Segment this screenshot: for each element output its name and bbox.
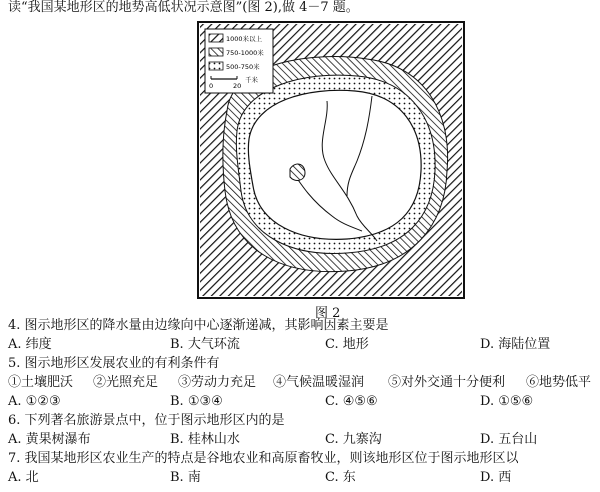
question-5-option-a[interactable]: A. ①②③ bbox=[8, 394, 61, 409]
question-5-condition-4: ④气候温暖湿润 bbox=[273, 375, 365, 390]
question-5-option-d[interactable]: D. ①⑤⑥ bbox=[480, 394, 534, 409]
question-5-option-b[interactable]: B. ①③④ bbox=[170, 394, 223, 409]
intro-text: 读“我国某地形区的地势高低状况示意图”(图 2),做 4－7 题。 bbox=[8, 0, 359, 15]
legend-item-2: 750-1000米 bbox=[226, 49, 264, 57]
scale-unit: 千米 bbox=[245, 76, 258, 84]
question-5-stem: 5. 图示地形区发展农业的有利条件有 bbox=[8, 356, 220, 371]
question-5-condition-2: ②光照充足 bbox=[93, 375, 159, 390]
question-5-condition-3: ③劳动力充足 bbox=[178, 375, 257, 390]
question-4-option-a[interactable]: A. 纬度 bbox=[8, 337, 52, 352]
question-7-stem: 7. 我国某地形区农业生产的特点是谷地农业和高原畜牧业，则该地形区位于图示地形区以 bbox=[8, 451, 519, 466]
question-5-condition-1: ①土壤肥沃 bbox=[8, 375, 74, 390]
question-6-option-d[interactable]: D. 五台山 bbox=[480, 432, 538, 447]
question-6-stem: 6. 下列著名旅游景点中，位于图示地形区内的是 bbox=[8, 413, 285, 428]
question-7-option-d[interactable]: D. 西 bbox=[480, 470, 512, 485]
question-4-stem: 4. 图示地形区的降水量由边缘向中心逐渐递减，其影响因素主要是 bbox=[8, 318, 389, 333]
figure-caption: 图 2 bbox=[315, 306, 341, 321]
question-4-option-b[interactable]: B. 大气环流 bbox=[170, 337, 240, 352]
question-6-option-c[interactable]: C. 九寨沟 bbox=[325, 432, 382, 447]
question-5-condition-5: ⑤对外交通十分便利 bbox=[388, 375, 506, 390]
question-4-option-c[interactable]: C. 地形 bbox=[325, 337, 369, 352]
question-7-option-b[interactable]: B. 南 bbox=[170, 470, 201, 485]
terrain-map-figure bbox=[197, 21, 465, 299]
legend-item-3: 500-750米 bbox=[226, 63, 260, 71]
question-5-condition-6: ⑥地势低平 bbox=[526, 375, 592, 390]
terrain-map bbox=[197, 21, 465, 299]
scale-zero: 0 bbox=[209, 82, 214, 90]
question-7-option-c[interactable]: C. 东 bbox=[325, 470, 356, 485]
question-6-option-b[interactable]: B. 桂林山水 bbox=[170, 432, 240, 447]
question-5-option-c[interactable]: C. ④⑤⑥ bbox=[325, 394, 378, 409]
scale-end: 20 bbox=[233, 82, 242, 90]
legend-item-1: 1000米以上 bbox=[226, 35, 263, 43]
question-6-option-a[interactable]: A. 黄果树瀑布 bbox=[8, 432, 91, 447]
question-4-option-d[interactable]: D. 海陆位置 bbox=[480, 337, 551, 352]
question-7-option-a[interactable]: A. 北 bbox=[8, 470, 39, 485]
